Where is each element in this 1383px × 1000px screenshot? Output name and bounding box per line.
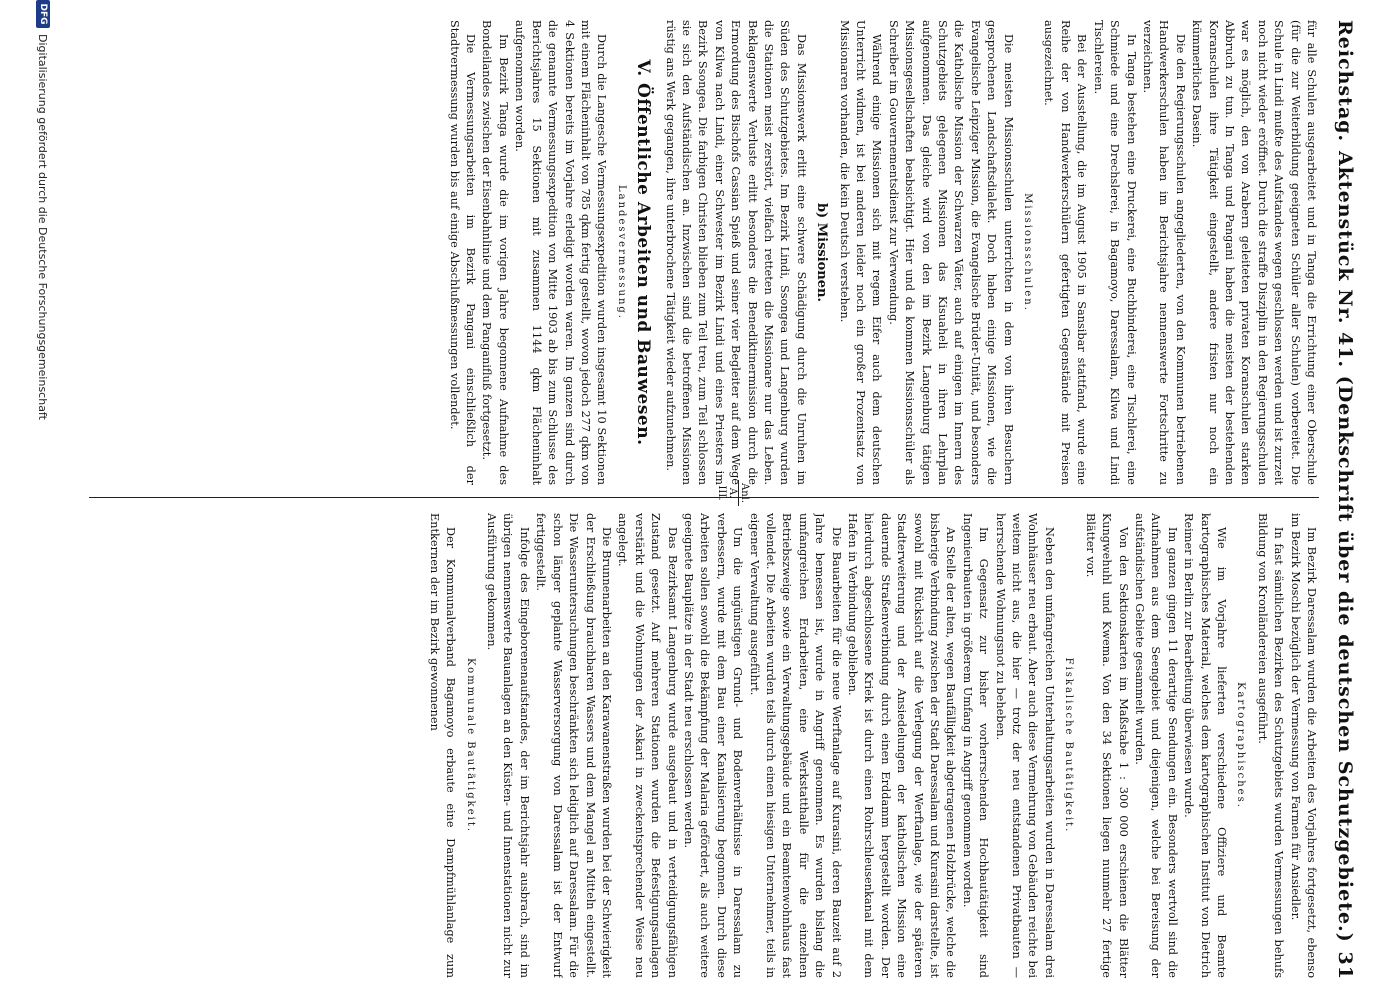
section-subheading: Missionsschulen. bbox=[1022, 193, 1034, 312]
margin-note-line: Anl. bbox=[738, 480, 750, 506]
dfg-logo-icon: DFG bbox=[36, 0, 50, 28]
section-heading-missions: b) Missionen. bbox=[814, 202, 830, 303]
paragraph: An Stelle der alten, wegen Baufälligkeit abgetragenen Holzbrücke, welche die bisherige Verbindung zwischen der Stadt Daressalam und Kurasini darstellte, ist sowohl mit Rücksicht auf die Verlegung der Werftanlage, wie der späteren Stadterweiterung und der Ansiedelungen der katholischen Mission eine dauernde Straßenverbindung durch einen Erddamm hergestellt worden. Der hierdurch abgeschlossene Kriek ist durch einen Rohrschleusenkanal mit dem Hafen in Verbindung geblieben. bbox=[846, 513, 958, 978]
footer-text: Digitalisierung gefördert durch die Deutsche Forschungsgemeinschaft bbox=[36, 34, 50, 420]
paragraph: Der Kommunalverband Bagamoyo erbaute eine Dampfmühlanlage zum Entkernen der im Bezirk gewonnenen bbox=[427, 513, 458, 978]
paragraph: Die den Regierungsschulen angegliederten, von den Kommunen betriebenen Handwerkerschulen haben im Berichtsjahre nennenswerte Fortschritte zu verzeichnen. bbox=[1140, 20, 1187, 485]
chapter-heading: V. Öffentliche Arbeiten und Bauwesen. bbox=[633, 59, 654, 446]
page-header bbox=[1325, 20, 1365, 980]
paragraph: Die Vermessungsarbeiten im Bezirk Pangani einschließlich der Stadtvermessung wurden bis auf einige Abschlußmessungen vollendet. bbox=[447, 20, 478, 485]
paragraph: Im Bezirk Daressalam wurden die Arbeiten des Vorjahres fortgesetzt, ebenso im Bezirk Moschi bezüglich der Vermessung von Farmen für Ansiedler. bbox=[1288, 513, 1318, 978]
paragraph: Die meisten Missionsschulen unterrichten in dem von ihren Besuchern gesprochenen Landschaftsdialekt. Doch haben einige Missionen, wie die Evangelische Leipziger Mission, die Evangelische Brüder-Unität, und besonders die Katholische Mission der Schwarzen Väter, auch auf einigen im Innern des Schutzgebiets gelegenen Missionen das Kisuaheli in ihren Lehrplan aufgenommen. Das gleiche wird von den im Bezirk Langenburg tätigen Missionsgesellschaften beabsichtigt. Hier und da kommen Missionsschüler als Schreiber im Gouvernementsdienst zur Verwendung. bbox=[886, 20, 1015, 485]
section-subheading: Kartographisches. bbox=[1235, 682, 1247, 809]
paragraph: Wie im Vorjahre lieferten verschiedene Offiziere und Beamte kartographisches Material, welches dem kartographischen Institut von Dietrich Reimer in Berlin zur Bearbeitung überwiesen wurde. bbox=[1182, 513, 1228, 978]
margin-note-line: A. III. bbox=[716, 485, 738, 501]
page-number: 31 bbox=[1334, 951, 1356, 980]
header-left: Reichstag. bbox=[1334, 20, 1356, 143]
paragraph: In Tanga bestehen eine Druckerei, eine Buchbinderei, eine Tischlerei, eine Schmiede und eine Drechslerei, in Bagamoyo, Daressalam, Kilwa und Lindi Tischlereien. bbox=[1091, 20, 1138, 485]
paragraph: Infolge des Eingeborenenaufstandes, der im Berichtsjahr ausbrach, sind im übrigen nennenswerte Bauanlagen an den Küsten- und Innenstationen nicht zur Ausführung gekommen. bbox=[485, 513, 531, 978]
paragraph: Von den Sektionskarten im Maßstabe 1 : 300 000 erschienen die Blätter Kungwehuhl und Kwema. Von den 34 Sektionen liegen nunmehr 27 fertige Blätter vor. bbox=[1083, 513, 1130, 978]
header-center: Aktenstück Nr. 41. bbox=[1334, 151, 1356, 369]
paragraph: für alle Schulen ausgearbeitet und in Tanga die Errichtung einer Oberschule (für die zur Weiterbildung geeigneten Schüler aller Schulen) vorbereitet. Die Schule in Lindi mußte des Aufstandes wegen geschlossen werden und ist zurzeit noch nicht wieder eröffnet. Durch die straffe Disziplin in den Regierungsschulen war es möglich, den von Arabern geleiteten privaten Koranschulen starken Abbruch zu tun. In Tanga und Pangani haben die meisten der bestehenden Koranschulen ihre Tätigkeit eingestellt, andere fristen nur noch ein kümmerliches Dasein. bbox=[1190, 20, 1318, 485]
margin-note bbox=[716, 480, 750, 506]
paragraph: Während einige Missionen sich mit regem Eifer auch dem deutschen Unterricht widmen, ist bei anderen leider noch ein großer Prozentsatz von Missionaren vorhanden, die kein Deutsch verstehen. bbox=[837, 20, 884, 485]
left-column bbox=[79, 20, 1319, 485]
paragraph: Das Missionswerk erlitt eine schwere Schädigung durch die Unruhen im Süden des Schutzgebietes. Im Bezirk Lindi, Ssongea und Langenburg wurden die Stationen meist zerstört, vielfach retteten die Missionare nur das Leben. Beklagenswerte Verluste erlitt besonders die Benediktinermission durch die Ermordung des Bischofs Cassian Spieß und seiner vier Begleiter auf dem Wege von Kilwa nach Lindi, einer Schwester im Bezirk Lindi und eines Priesters im Bezirk Ssongea. Die farbigen Christen blieben zum Teil treu, zum Teil schlossen sie sich den Aufständischen an. Inzwischen sind die betroffenen Missionen rüstig ans Werk gegangen, ihre unterbrochene Tätigkeit wieder aufzunehmen. bbox=[663, 20, 808, 485]
right-column bbox=[79, 513, 1319, 978]
paragraph: Die Bauarbeiten für die neue Werftanlage auf Kurasini, deren Bauzeit auf 2 Jahre bemessen ist, wurde in Angriff genommen. Es wurden bislang die umfangreichen Erdarbeiten, eine Werkstatthalle für die einzelnen Betriebszweige sowie ein Verwaltungsgebäude und ein Beamtenwohnhaus fast vollendet. Die Arbeiten wurden teils durch einen hiesigen Unternehmer, teils in eigener Verwaltung ausgeführt. bbox=[747, 513, 843, 978]
paragraph: Das Bezirksamt Langenburg wurde ausgebaut und in verteidigungsfähigen Zustand gesetzt. Auf mehreren Stationen wurden die Befestigungsanlagen verstärkt und die Wohnungen der Askari in zweckentsprechender Weise neu angelegt. bbox=[616, 513, 679, 978]
paragraph: Die Brunnenarbeiten an den Karawanenstraßen wurden bei der Schwierigkeit der Erschließung brauchbaren Wassers und dem Mangel an Mitteln eingestellt. Die Wasseruntersuchungen beschränkten sich lediglich auf Daressalam. Für die schon länger geplante Wasserversorgung von Daressalam ist der Entwurf fertiggestellt. bbox=[534, 513, 613, 978]
paragraph: Im Gegensatz zur bisher vorherrschenden Hochbautätigkeit sind Ingenieurbauten in größerem Umfang in Angriff genommen worden. bbox=[960, 513, 991, 978]
header-title bbox=[1334, 142, 1356, 951]
paragraph: Durch die Langesche Vermessungsexpedition wurden insgesamt 10 Sektionen mit einem Flächeninhalt von 785 qkm fertig gestellt, wovon jedoch 277 qkm von 4 Sektionen bereits im Vorjahre erledigt worden waren. Im ganzen sind durch die genannte Vermessungsexpedition von Mitte 1903 ab bis zum Schlusse des Berichtsjahres 15 Sektionen mit zusammen 1144 qkm Flächeninhalt aufgenommen worden. bbox=[513, 20, 609, 485]
column-divider bbox=[89, 497, 1319, 498]
header-right: (Denkschrift über die deutschen Schutzgebiete.) bbox=[1334, 375, 1356, 943]
paragraph: Um die ungünstigen Grund- und Bodenverhältnisse in Daressalam zu verbessern, wurde mit dem Bau einer Kanalisierung begonnen. Durch diese Arbeiten sollen sowohl die Bekämpfung der Malaria gefördert, als auch weitere geeignete Bauplätze in der Stadt neu erschlossen werden. bbox=[681, 513, 745, 978]
paragraph: In fast sämtlichen Bezirken des Schutzgebiets wurden Vermessungen behufs Bildung von Kronländereien ausgeführt. bbox=[1255, 513, 1286, 978]
section-subheading: Fiskalische Bautätigkeit. bbox=[1063, 657, 1075, 834]
digitization-footer bbox=[25, 0, 61, 1000]
paragraph: Im Bezirk Tanga wurde die im vorigen Jahre begonnene Aufnahme des Bondeilandes zwischen der Eisenbahnlinie und dem Panganifluß fortgesetzt. bbox=[480, 20, 510, 485]
paragraph: Im ganzen gingen 11 derartige Sendungen ein. Besonders wertvoll sind die Aufnahmen aus dem Seengebiet und diejenigen, welche bei Bereisung der aufständischen Gebiete gesammelt wurden. bbox=[1132, 513, 1179, 978]
paragraph: Neben den umfangreichen Unterhaltungsarbeiten wurden in Daressalam drei Wohnhäuser neu erbaut. Aber auch diese Vermehrung von Gebäuden reichte bei weitem nicht aus, die hier — trotz der neu entstandenen Privatbauten — herrschende Wohnungsnot zu beheben. bbox=[993, 513, 1056, 978]
paragraph: Bei der Ausstellung, die im August 1905 in Sansibar stattfand, wurde eine Reihe der von Handwerkerschülern gefertigten Gegenstände mit Preisen ausgezeichnet. bbox=[1042, 20, 1089, 485]
section-subheading: Landesvermessung. bbox=[615, 185, 627, 320]
section-subheading: Kommunale Bautätigkeit. bbox=[464, 657, 476, 834]
